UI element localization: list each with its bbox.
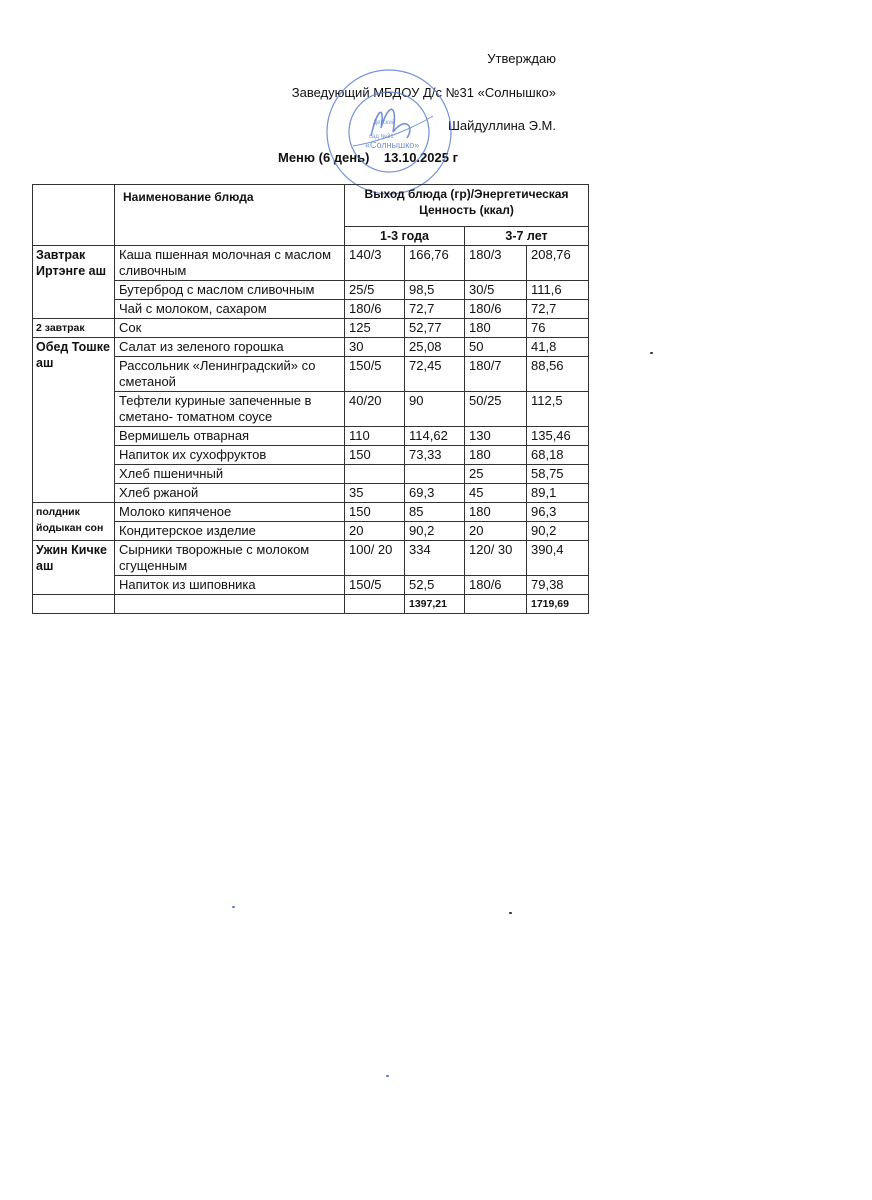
stamp-text: «Солнышко» xyxy=(365,140,420,150)
dish-name-cell: Чай с молоком, сахаром xyxy=(115,300,345,319)
dish-name-cell: Тефтели куриные запеченные в сметано- томатном соусе xyxy=(115,392,345,427)
output-3-7-cell: 180/3 xyxy=(465,246,527,281)
dish-name-cell: Каша пшенная молочная с маслом сливочным xyxy=(115,246,345,281)
svg-text:сад №31: сад №31 xyxy=(369,134,394,140)
table-row xyxy=(33,446,589,465)
kcal-3-7-cell: 76 xyxy=(527,319,589,338)
kcal-3-7-cell: 88,56 xyxy=(527,357,589,392)
table-header-row xyxy=(33,185,589,227)
output-1-3-cell: 110 xyxy=(345,427,405,446)
total-empty-cell xyxy=(33,595,115,614)
output-1-3-cell: 30 xyxy=(345,338,405,357)
output-1-3-cell: 150 xyxy=(345,446,405,465)
table-row xyxy=(33,503,589,522)
column-header-age-1-3: 1-3 года xyxy=(345,227,465,246)
output-3-7-cell: 20 xyxy=(465,522,527,541)
output-3-7-cell: 50/25 xyxy=(465,392,527,427)
kcal-3-7-cell: 41,8 xyxy=(527,338,589,357)
dish-name-cell: Молоко кипяченое xyxy=(115,503,345,522)
output-1-3-cell: 150/5 xyxy=(345,576,405,595)
kcal-1-3-cell: 114,62 xyxy=(405,427,465,446)
table-row xyxy=(33,576,589,595)
dish-name-cell: Напиток из шиповника xyxy=(115,576,345,595)
output-1-3-cell: 20 xyxy=(345,522,405,541)
total-empty-cell xyxy=(345,595,405,614)
kcal-3-7-cell: 72,7 xyxy=(527,300,589,319)
output-1-3-cell: 100/ 20 xyxy=(345,541,405,576)
svg-text:Детский: Детский xyxy=(373,120,396,126)
table-row xyxy=(33,319,589,338)
output-1-3-cell: 150 xyxy=(345,503,405,522)
scan-speck xyxy=(509,912,512,914)
kcal-1-3-cell xyxy=(405,465,465,484)
output-1-3-cell: 25/5 xyxy=(345,281,405,300)
dish-name-cell: Хлеб ржаной xyxy=(115,484,345,503)
output-1-3-cell: 125 xyxy=(345,319,405,338)
output-1-3-cell: 35 xyxy=(345,484,405,503)
output-1-3-cell: 150/5 xyxy=(345,357,405,392)
column-header-dish: Наименование блюда xyxy=(115,185,345,246)
output-3-7-cell: 130 xyxy=(465,427,527,446)
output-3-7-cell: 180/6 xyxy=(465,576,527,595)
output-3-7-cell: 50 xyxy=(465,338,527,357)
kcal-3-7-cell: 390,4 xyxy=(527,541,589,576)
kcal-1-3-cell: 166,76 xyxy=(405,246,465,281)
dish-name-cell: Салат из зеленого горошка xyxy=(115,338,345,357)
output-3-7-cell: 180 xyxy=(465,503,527,522)
kcal-1-3-cell: 73,33 xyxy=(405,446,465,465)
kcal-1-3-cell: 85 xyxy=(405,503,465,522)
kcal-1-3-cell: 52,77 xyxy=(405,319,465,338)
dish-name-cell: Вермишель отварная xyxy=(115,427,345,446)
page-title: Меню (6 день) 13.10.2025 г xyxy=(278,150,458,165)
meal-label: Завтрак Иртэнге аш xyxy=(33,246,115,319)
dish-name-cell: Хлеб пшеничный xyxy=(115,465,345,484)
dish-name-cell: Сырники творожные с молоком сгущенным xyxy=(115,541,345,576)
table-row xyxy=(33,300,589,319)
table-row xyxy=(33,392,589,427)
output-3-7-cell: 25 xyxy=(465,465,527,484)
signatory-name: Шайдуллина Э.М. xyxy=(447,118,556,133)
column-header-output: Выход блюда (гр)/Энергетическая Ценность (ккал) xyxy=(345,185,589,227)
output-3-7-cell: 180 xyxy=(465,446,527,465)
scan-speck xyxy=(232,906,235,908)
output-3-7-cell: 180 xyxy=(465,319,527,338)
table-row xyxy=(33,281,589,300)
meal-label: полдник йодыкан сон xyxy=(33,503,115,541)
output-1-3-cell: 40/20 xyxy=(345,392,405,427)
kcal-3-7-cell: 111,6 xyxy=(527,281,589,300)
kcal-1-3-cell: 52,5 xyxy=(405,576,465,595)
kcal-1-3-cell: 69,3 xyxy=(405,484,465,503)
totals-row xyxy=(33,595,589,614)
table-row xyxy=(33,541,589,576)
column-header-age-3-7: 3-7 лет xyxy=(465,227,589,246)
kcal-1-3-cell: 72,7 xyxy=(405,300,465,319)
kcal-3-7-cell: 58,75 xyxy=(527,465,589,484)
kcal-3-7-cell: 135,46 xyxy=(527,427,589,446)
dish-name-cell: Сок xyxy=(115,319,345,338)
table-row xyxy=(33,465,589,484)
total-empty-cell xyxy=(115,595,345,614)
output-1-3-cell: 140/3 xyxy=(345,246,405,281)
kcal-1-3-cell: 90,2 xyxy=(405,522,465,541)
output-3-7-cell: 180/6 xyxy=(465,300,527,319)
kcal-3-7-cell: 208,76 xyxy=(527,246,589,281)
header-empty-cell xyxy=(33,185,115,246)
head-position-line: Заведующий МБДОУ Д/с №31 «Солнышко» xyxy=(291,85,556,100)
table-row xyxy=(33,338,589,357)
table-row xyxy=(33,522,589,541)
meal-label: Ужин Кичке аш xyxy=(33,541,115,595)
kcal-1-3-cell: 90 xyxy=(405,392,465,427)
dish-name-cell: Бутерброд с маслом сливочным xyxy=(115,281,345,300)
kcal-3-7-cell: 68,18 xyxy=(527,446,589,465)
scan-speck xyxy=(386,1075,389,1077)
output-3-7-cell: 45 xyxy=(465,484,527,503)
dish-name-cell: Кондитерское изделие xyxy=(115,522,345,541)
menu-table xyxy=(32,184,589,614)
dish-name-cell: Рассольник «Ленинградский» со сметаной xyxy=(115,357,345,392)
dish-name-cell: Напиток их сухофруктов xyxy=(115,446,345,465)
total-empty-cell xyxy=(465,595,527,614)
kcal-1-3-cell: 25,08 xyxy=(405,338,465,357)
kcal-1-3-cell: 334 xyxy=(405,541,465,576)
scan-speck xyxy=(650,352,653,354)
table-row xyxy=(33,484,589,503)
output-3-7-cell: 30/5 xyxy=(465,281,527,300)
kcal-3-7-cell: 79,38 xyxy=(527,576,589,595)
output-3-7-cell: 180/7 xyxy=(465,357,527,392)
approval-label: Утверждаю xyxy=(487,51,556,66)
kcal-3-7-cell: 89,1 xyxy=(527,484,589,503)
output-1-3-cell: 180/6 xyxy=(345,300,405,319)
meal-label: 2 завтрак xyxy=(33,319,115,338)
output-1-3-cell xyxy=(345,465,405,484)
meal-label: Обед Тошке аш xyxy=(33,338,115,503)
kcal-1-3-cell: 72,45 xyxy=(405,357,465,392)
kcal-3-7-cell: 90,2 xyxy=(527,522,589,541)
output-3-7-cell: 120/ 30 xyxy=(465,541,527,576)
table-row xyxy=(33,427,589,446)
kcal-3-7-cell: 96,3 xyxy=(527,503,589,522)
total-kcal-3-7: 1719,69 xyxy=(527,595,589,614)
total-kcal-1-3: 1397,21 xyxy=(405,595,465,614)
kcal-3-7-cell: 112,5 xyxy=(527,392,589,427)
kcal-1-3-cell: 98,5 xyxy=(405,281,465,300)
table-row xyxy=(33,357,589,392)
official-stamp-icon xyxy=(323,66,455,198)
table-row xyxy=(33,246,589,281)
